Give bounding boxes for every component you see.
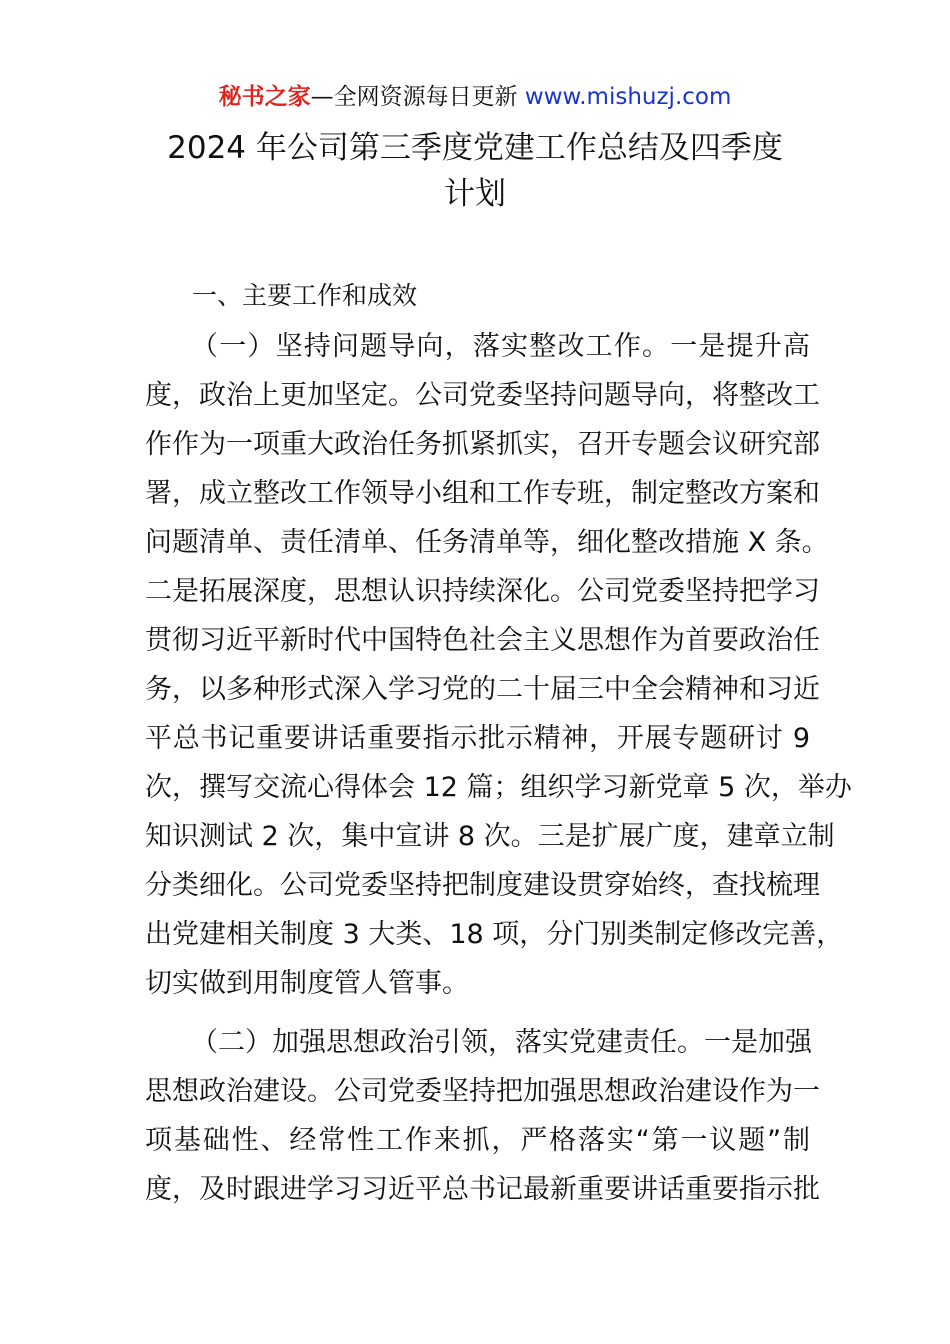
paragraph-line: 次，撰写交流心得体会 12 篇；组织学习新党章 5 次，举办 <box>145 772 852 803</box>
paragraph-line: 思想政治建设。公司党委坚持把加强思想政治建设作为一 <box>145 1076 820 1107</box>
paragraph-line: 度，及时跟进学习习近平总书记最新重要讲话重要指示批 <box>145 1174 820 1205</box>
title-line-1: 2024 年公司第三季度党建工作总结及四季度 <box>167 130 783 166</box>
title-line-2: 计划 <box>444 176 506 212</box>
site-url-link[interactable]: www.mishuzj.com <box>524 84 732 110</box>
paragraph-line: 知识测试 2 次，集中宣讲 8 次。三是扩展广度，建章立制 <box>145 821 835 852</box>
paragraph-line: 二是拓展深度，思想认识持续深化。公司党委坚持把学习 <box>145 576 820 607</box>
document-body <box>145 327 852 1219</box>
paragraph-line: 项基础性、经常性工作来抓，严格落实“第一议题”制 <box>145 1125 810 1156</box>
site-header <box>0 80 950 114</box>
paragraph-line: 度，政治上更加坚定。公司党委坚持问题导向，将整改工 <box>145 380 820 411</box>
paragraph-line: 切实做到用制度管人管事。 <box>145 968 469 999</box>
paragraph-line: （一）坚持问题导向，落实整改工作。一是提升高 <box>191 331 810 362</box>
paragraph-line: （二）加强思想政治引领，落实党建责任。一是加强 <box>191 1027 812 1058</box>
paragraph-line: 问题清单、责任清单、任务清单等，细化整改措施 X 条。 <box>145 527 829 558</box>
site-name: 秘书之家 <box>218 84 311 110</box>
site-tagline: —全网资源每日更新 <box>310 84 518 110</box>
paragraph-line: 出党建相关制度 3 大类、18 项，分门别类制定修改完善， <box>145 919 844 950</box>
paragraph-line: 务，以多种形式深入学习党的二十届三中全会精神和习近 <box>145 674 820 705</box>
paragraph-line: 贯彻习近平新时代中国特色社会主义思想作为首要政治任 <box>145 625 820 656</box>
paragraph-line: 作作为一项重大政治任务抓紧抓实，召开专题会议研究部 <box>145 429 820 460</box>
paragraph-line: 分类细化。公司党委坚持把制度建设贯穿始终，查找梳理 <box>145 870 820 901</box>
section-heading: 一、主要工作和成效 <box>192 281 418 310</box>
paragraph-line: 署，成立整改工作领导小组和工作专班，制定整改方案和 <box>145 478 820 509</box>
paragraph-line: 平总书记重要讲话重要指示批示精神，开展专题研讨 9 <box>145 723 810 754</box>
document-title <box>120 125 830 217</box>
